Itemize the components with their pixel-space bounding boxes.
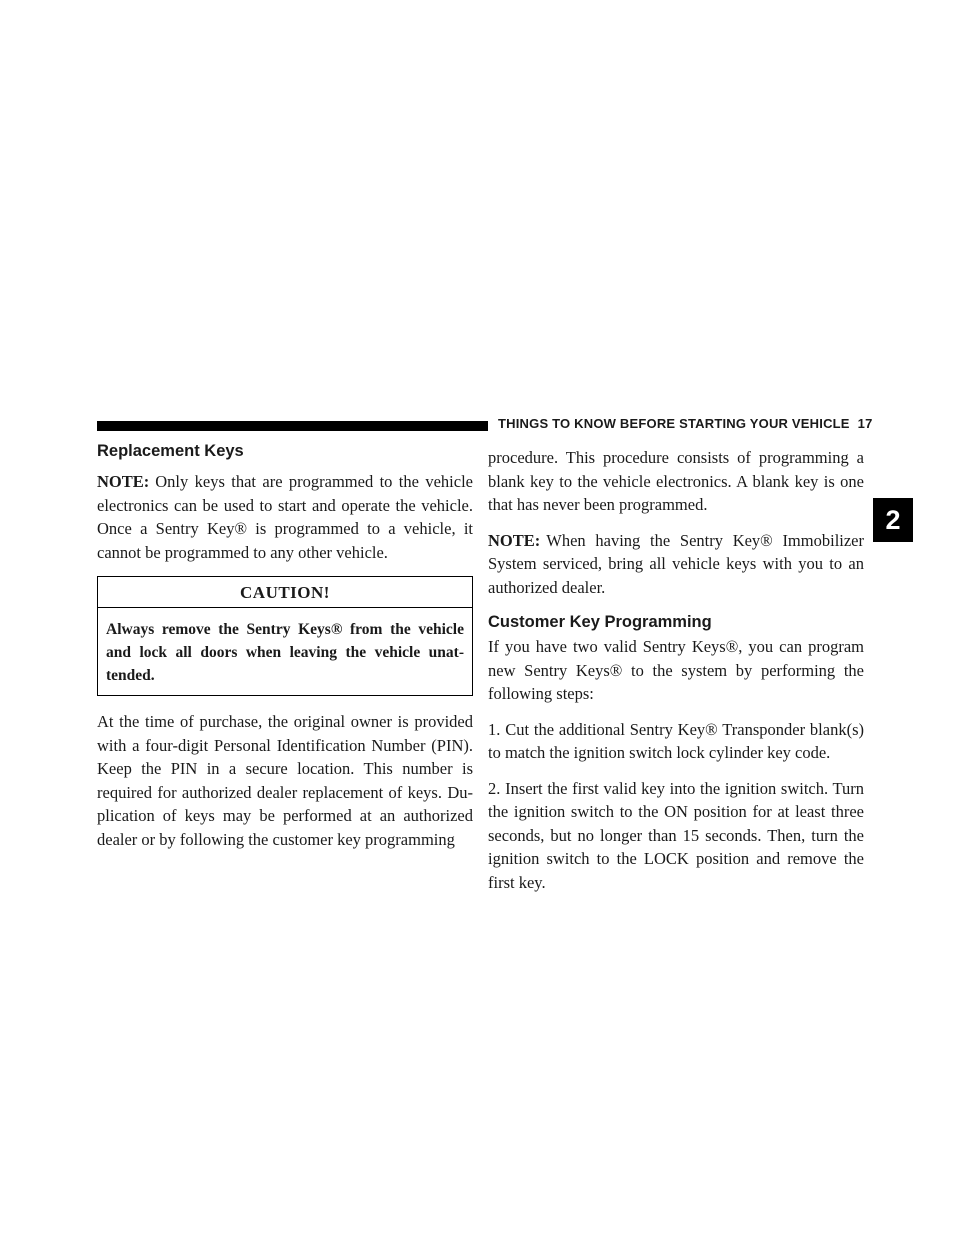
continuation-paragraph: procedure. This procedure consists of programming a blank key to the vehicle electronics. A blank key is one that has never been programmed.	[488, 448, 864, 514]
step-1: 1. Cut the additional Sentry Key® Transponder blank(s) to match the ignition switch lock cylinder key code.	[488, 719, 864, 762]
left-column	[97, 440, 473, 863]
note-text: When having the Sentry Key® Immobilizer System serviced, bring all vehicle keys with you to an authorized dealer.	[488, 530, 864, 597]
right-column	[488, 446, 864, 906]
note-paragraph	[97, 470, 473, 564]
section-title: THINGS TO KNOW BEFORE STARTING YOUR VEHICLE	[498, 416, 850, 431]
caution-text: Always remove the Sentry Keys® from the vehicle and lock all doors when leaving the vehicle unat-tended.	[106, 621, 464, 684]
intro-paragraph: If you have two valid Sentry Keys®, you can program new Sentry Keys® to the system by performing the following steps:	[488, 637, 864, 703]
caution-title: CAUTION!	[98, 577, 472, 608]
page-number: 17	[857, 416, 873, 431]
running-header	[488, 413, 873, 435]
note-paragraph	[488, 529, 864, 600]
section-heading-replacement-keys: Replacement Keys	[97, 442, 244, 460]
step-2: 2. Insert the first valid key into the ignition switch. Turn the ignition switch to the ON position for at least three seconds, but no longer than 15 seconds. Then, turn the ignition switch to the LOCK position and remove the first key.	[488, 778, 864, 892]
chapter-tab: 2	[873, 498, 913, 542]
note-label: NOTE:	[97, 472, 150, 491]
section-heading-customer-key-programming: Customer Key Programming	[488, 613, 712, 631]
body-paragraph: At the time of purchase, the original owner is provided with a four-digit Personal Identification Number (PIN). Keep the PIN in a secure location. This number is required for authorized dealer replacement of keys. Du-plication of keys may be performed at an authorized dealer or by following the customer key programming	[97, 712, 473, 849]
caution-box	[97, 576, 473, 696]
note-label: NOTE:	[488, 530, 541, 550]
note-text: Only keys that are programmed to the vehicle electronics can be used to start and operate the vehicle. Once a Sentry Key® is programmed to a vehicle, it cannot be programmed to any other vehicle.	[97, 472, 473, 562]
